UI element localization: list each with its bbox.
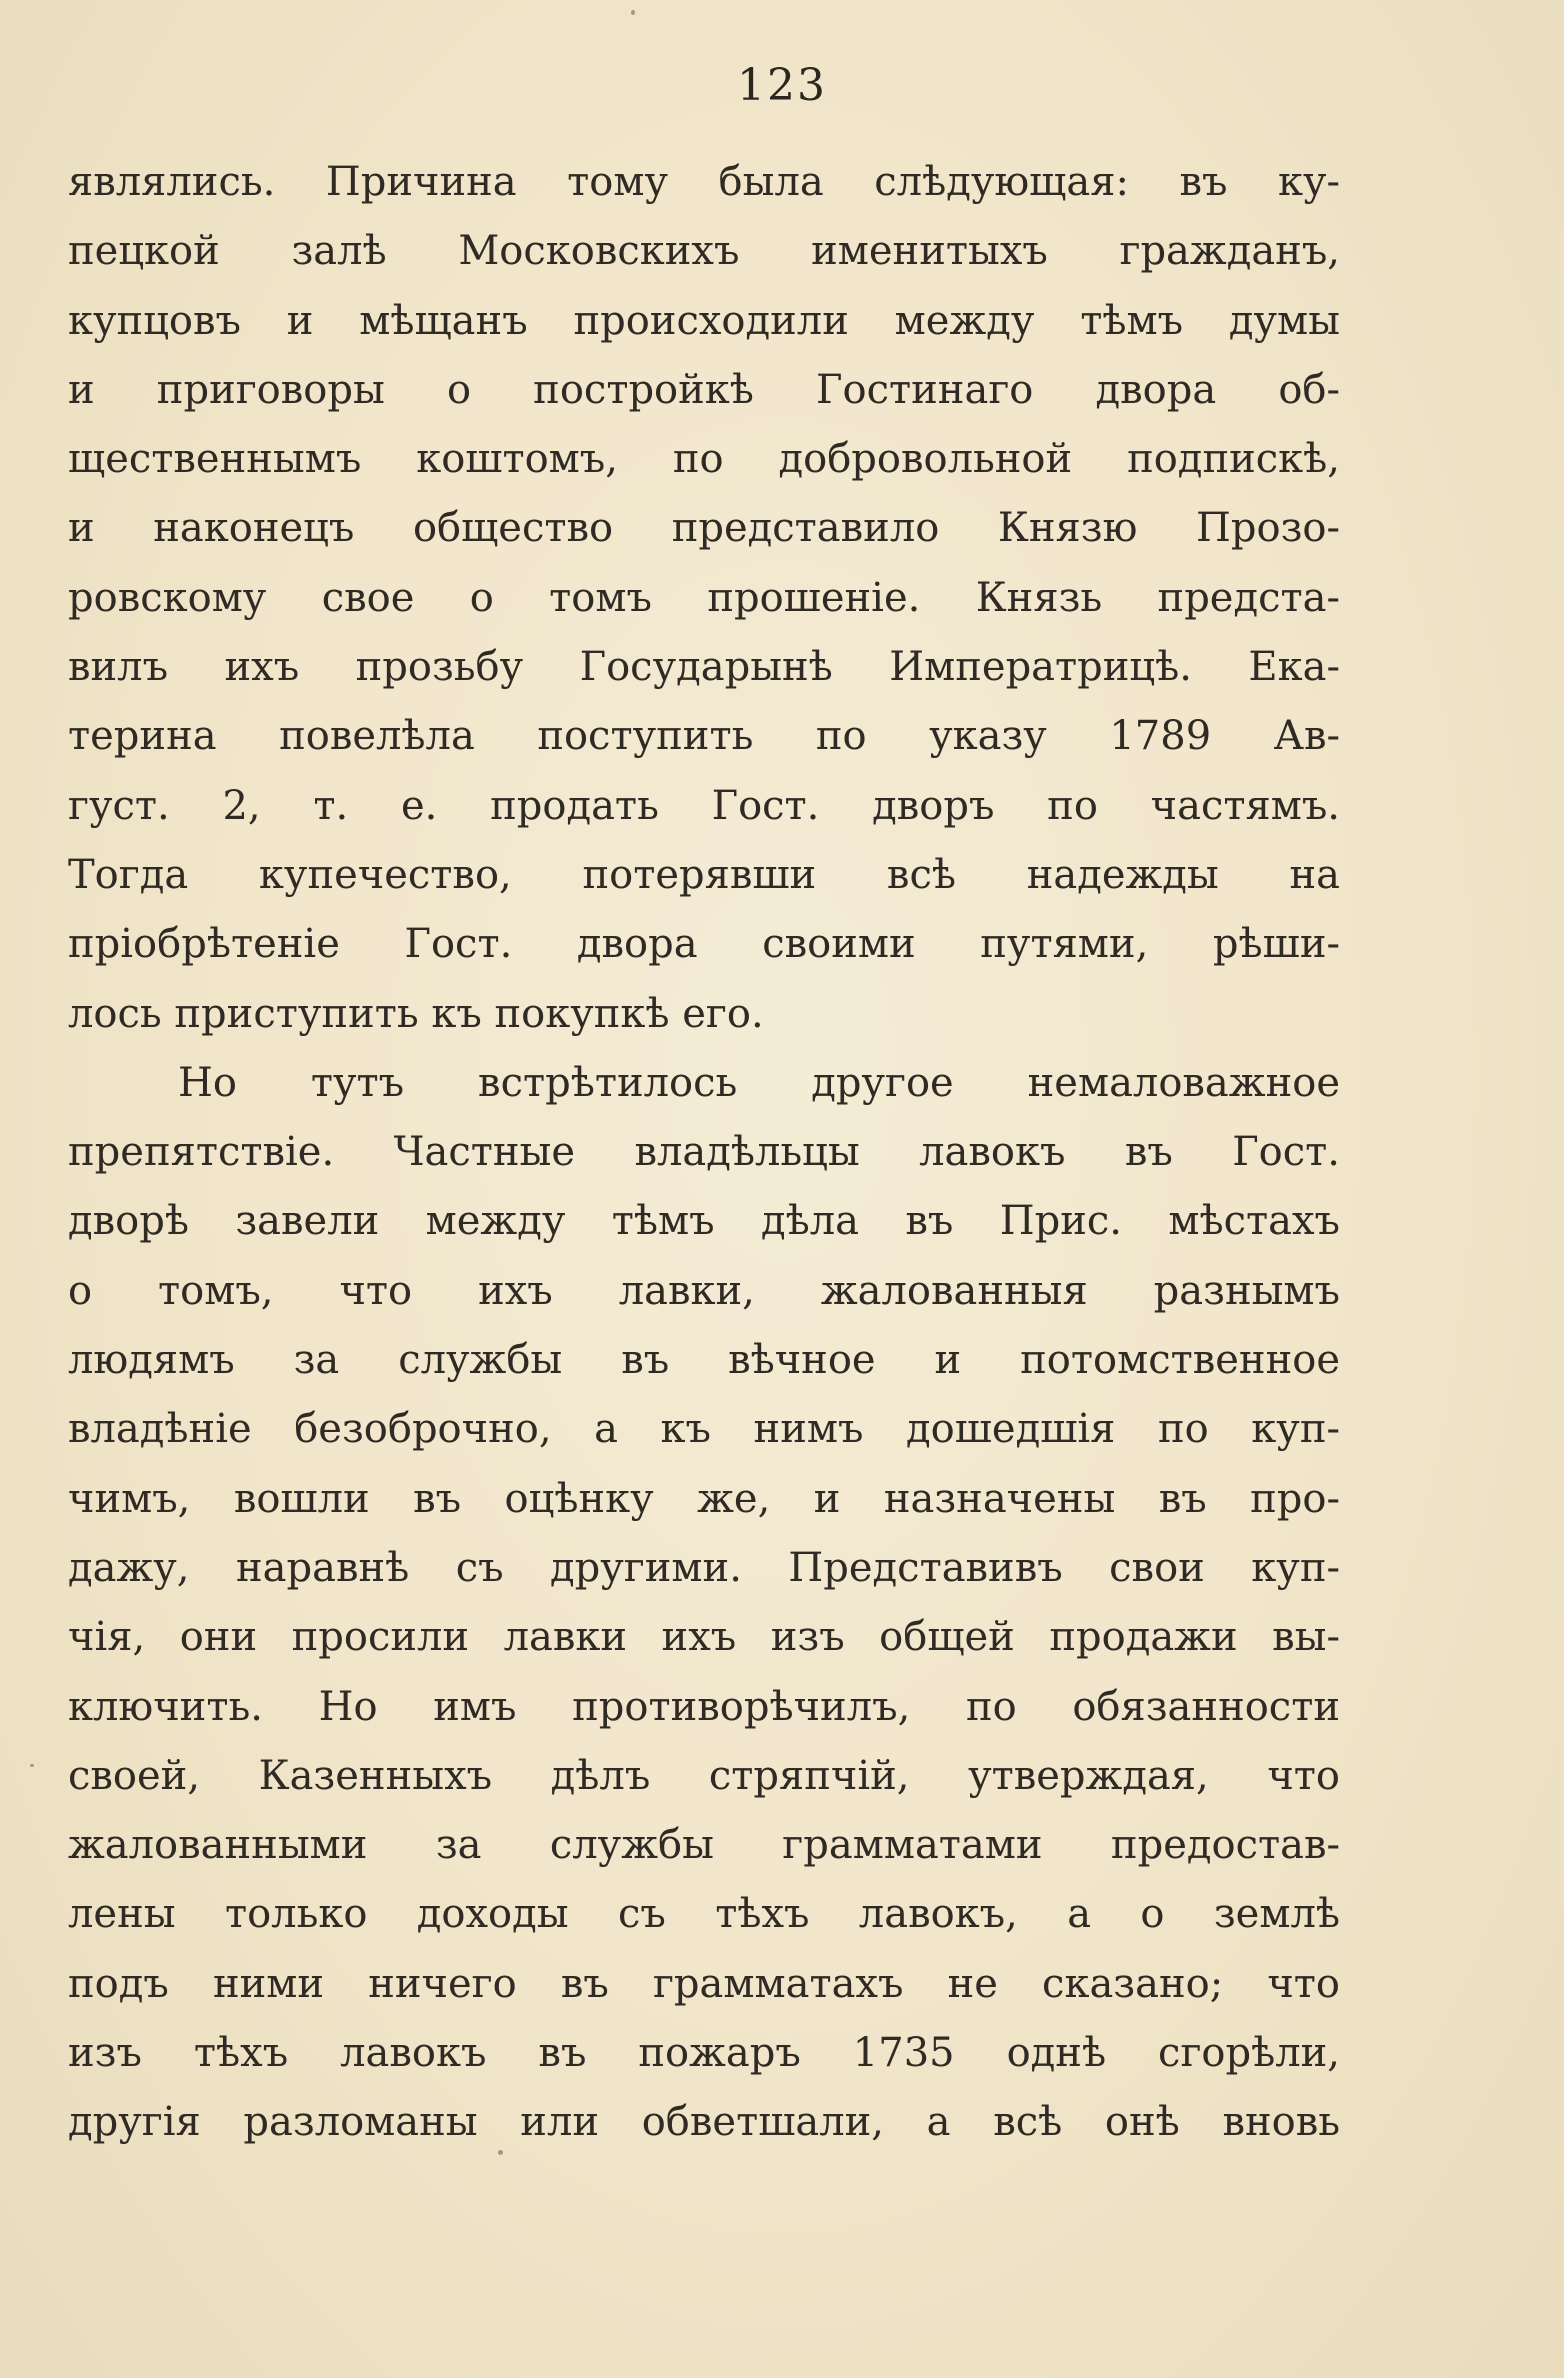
text-line: дажу, наравнѣ съ другими. Представивъ свои куп- — [68, 1544, 1340, 1591]
text-line: Тогда купечество, потерявши всѣ надежды на — [68, 851, 1340, 898]
text-line: терина повелѣла поступить по указу 1789 Ав- — [68, 713, 1340, 760]
text-line: и приговоры о постройкѣ Гостинаго двора об- — [68, 366, 1340, 413]
paper-speck — [30, 1764, 34, 1767]
text-line: пріобрѣтеніе Гост. двора своими путями, рѣши- — [68, 921, 1340, 968]
text-line: и наконецъ общество представило Князю Прозо- — [68, 505, 1340, 552]
text-line: густ. 2, т. е. продать Гост. дворъ по частямъ. — [68, 782, 1340, 829]
text-line: вилъ ихъ прозьбу Государынѣ Императрицѣ. Ека- — [68, 644, 1340, 691]
text-line: жалованными за службы грамматами предостав- — [68, 1822, 1340, 1869]
text-line: чія, они просили лавки ихъ изъ общей продажи вы- — [68, 1614, 1340, 1661]
paper-speck — [498, 2150, 503, 2155]
paragraph-first-line: Но тутъ встрѣтилось другое немаловажное — [178, 1059, 1340, 1106]
text-line: чимъ, вошли въ оцѣнку же, и назначены въ про- — [68, 1475, 1340, 1522]
text-line: изъ тѣхъ лавокъ въ пожаръ 1735 однѣ сгорѣли, — [68, 2030, 1340, 2077]
text-line: ровскому свое о томъ прошеніе. Князь предста- — [68, 574, 1340, 621]
page-number: 123 — [737, 60, 827, 111]
text-line: другія разломаны или обветшали, а всѣ онѣ вновь — [68, 2099, 1340, 2146]
text-line: пецкой залѣ Московскихъ именитыхъ гражданъ, — [68, 228, 1340, 275]
text-line: являлись. Причина тому была слѣдующая: въ ку- — [68, 159, 1340, 205]
text-line: подъ ними ничего въ грамматахъ не сказано; что — [68, 1960, 1340, 2007]
text-line: щественнымъ коштомъ, по добровольной подпискѣ, — [68, 436, 1340, 483]
text-line: своей, Казенныхъ дѣлъ стряпчій, утверждая, что — [68, 1752, 1340, 1799]
text-line: лены только доходы съ тѣхъ лавокъ, а о землѣ — [68, 1891, 1340, 1938]
text-line: лось приступить къ покупкѣ его. — [68, 990, 764, 1037]
text-line: владѣніе безоброчно, а къ нимъ дошедшія по куп- — [68, 1406, 1340, 1453]
text-line: о томъ, что ихъ лавки, жалованныя разнымъ — [68, 1267, 1340, 1314]
text-line: дворѣ завели между тѣмъ дѣла въ Прис. мѣстахъ — [68, 1198, 1340, 1245]
text-line: ключить. Но имъ противорѣчилъ, по обязанности — [68, 1683, 1340, 1730]
text-line: людямъ за службы въ вѣчное и потомственное — [68, 1337, 1340, 1384]
text-line: купцовъ и мѣщанъ происходили между тѣмъ думы — [68, 297, 1340, 344]
body-text — [68, 148, 1340, 2158]
paper-speck — [631, 10, 635, 15]
text-line: препятствіе. Частные владѣльцы лавокъ въ Гост. — [68, 1129, 1340, 1176]
